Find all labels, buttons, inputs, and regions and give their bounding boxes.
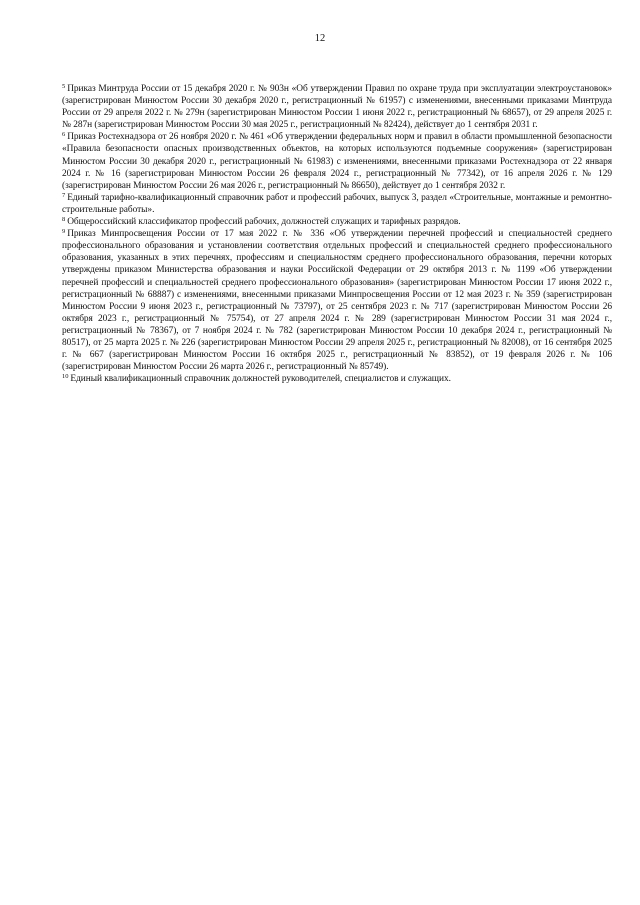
footnote-text: Единый тарифно-квалификационный справочник работ и профессий рабочих, выпуск 3, раздел «Строительные, монтажные и ремонтно-строительные работы». (62, 192, 612, 215)
footnote-text: Приказ Минпросвещения России от 17 мая 2022 г. № 336 «Об утверждении перечней профессий и специальностей среднего профессионального образования и установлении соответствия отдельных профессий и специальностей среднего профессионального образования, указанных в этих перечнях, профессиям и специальностям среднего профессионального образования, перечни которых утверждены приказом Министерства образования и науки Российской Федерации от 29 октября 2013 г. № 1199 «Об утверждении перечней профессий и специальностей среднего профессионального образования» (зарегистрирован Минюстом России 17 июня 2022 г., регистрационный № 68887) с изменениями, внесенными приказами Минпросвещения России от 12 мая 2023 г. № 359 (зарегистрирован Минюстом России 9 июня 2023 г., регистрационный № 73797), от 25 сентября 2023 г. № 717 (зарегистрирован Минюстом России 26 октября 2023 г., регистрационный № 75754), от 27 апреля 2024 г. № 289 (зарегистрирован Минюстом России 31 мая 2024 г., регистрационный № 78367), от 7 ноября 2024 г. № 782 (зарегистрирован Минюстом России 10 декабря 2024 г., регистрационный № 80517), от 25 марта 2025 г. № 226 (зарегистрирован Минюстом России 29 апреля 2025 г., регистрационный № 82008), от 16 сентября 2025 г. № 667 (зарегистрирован Минюстом России 16 октября 2025 г., регистрационный № 83852), от 19 февраля 2026 г. № 106 (зарегистрирован Минюстом России 26 марта 2026 г., регистрационный № 85749). (62, 229, 612, 373)
footnote-marker: 8 (62, 216, 66, 224)
footnote-5 (62, 83, 612, 131)
footnote-7 (62, 192, 612, 216)
footnote-marker: 7 (62, 191, 66, 199)
footnote-8 (62, 216, 612, 228)
footnotes-section (62, 83, 612, 385)
footnote-marker: 5 (62, 83, 66, 90)
footnote-10 (62, 373, 612, 385)
footnote-marker: 10 (62, 373, 69, 381)
footnote-text: Общероссийский классификатор профессий рабочих, должностей служащих и тарифных разрядов. (67, 217, 461, 228)
footnote-text: Приказ Минтруда России от 15 декабря 2020 г. № 903н «Об утверждении Правил по охране труда при эксплуатации электроустановок» (зарегистрирован Минюстом России 30 декабря 2020 г., регистрационный № 61957) с изменениями, внесенными приказами Минтруда России от 29 апреля 2022 г. № 279н (зарегистрирован Минюстом России 1 июня 2022 г., регистрационный № 68657), от 29 апреля 2025 г. № 287н (зарегистрирован Минюстом России 30 мая 2025 г., регистрационный № 82424), действует до 1 сентября 2031 г. (62, 84, 612, 131)
footnote-6 (62, 131, 612, 191)
footnote-marker: 9 (62, 228, 66, 236)
page-number: 12 (314, 33, 326, 44)
footnote-text: Приказ Ростехнадзора от 26 ноября 2020 г. № 461 «Об утверждении федеральных норм и правил в области промышленной безопасности «Правила безопасности опасных производственных объектов, на которых используются подъемные сооружения» (зарегистрирован Минюстом России 30 декабря 2020 г., регистрационный № 61983) с изменениями, внесенными приказами Ростехнадзора от 22 января 2024 г. № 16 (зарегистрирован Минюстом России 26 февраля 2024 г., регистрационный № 77342), от 16 апреля 2026 г. № 129 (зарегистрирован Минюстом России 26 мая 2026 г., регистрационный № 86650), действует до 1 сентября 2032 г. (62, 132, 612, 191)
footnote-marker: 6 (62, 131, 66, 139)
footnote-9 (62, 228, 612, 373)
footnote-text: Единый квалификационный справочник должностей руководителей, специалистов и служащих. (70, 374, 451, 385)
